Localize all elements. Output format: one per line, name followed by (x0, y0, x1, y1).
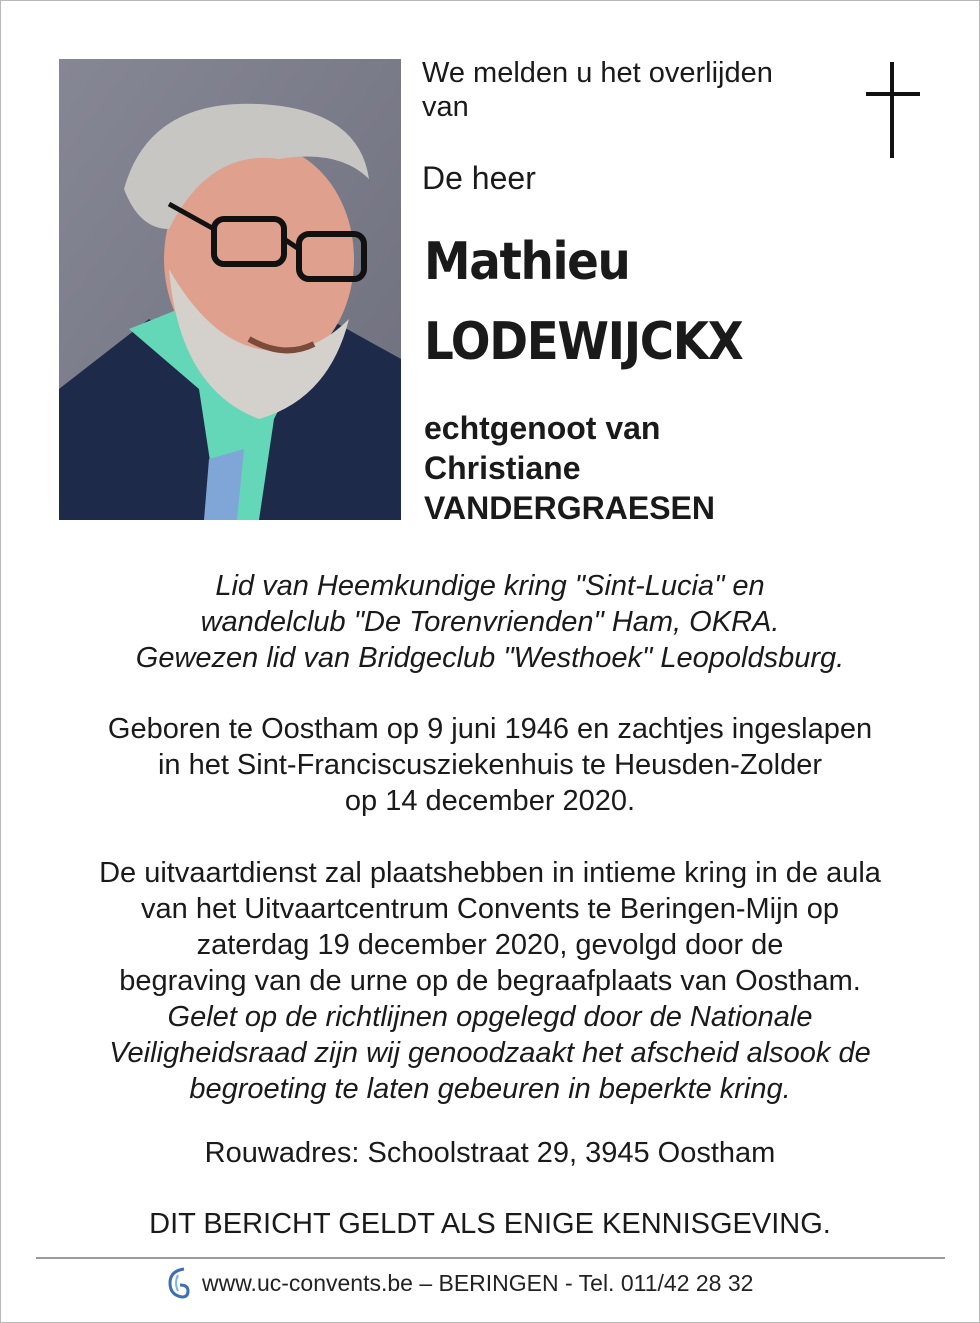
deceased-last-name: LODEWIJCKX (424, 312, 743, 372)
service-line: zaterdag 19 december 2020, gevolgd door de (196, 929, 784, 961)
cross-icon (860, 62, 926, 162)
birth-paragraph (30, 711, 950, 819)
footer (166, 1265, 753, 1301)
spouse-line: Christiane (424, 450, 581, 486)
convents-logo-icon (166, 1265, 190, 1301)
service-paragraph (30, 855, 950, 1107)
notice-text: DIT BERICHT GELDT ALS ENIGE KENNISGEVING. (149, 1208, 831, 1240)
birth-line: op 14 december 2020. (344, 785, 636, 817)
service-line: begraving van de urne op de begraafplaats van Oostham. (119, 965, 861, 997)
divider (36, 1257, 945, 1259)
spouse-block (424, 408, 715, 528)
title-text: De heer (422, 160, 536, 196)
spouse-line: VANDERGRAESEN (424, 490, 715, 526)
mourning-address: Rouwadres: Schoolstraat 29, 3945 Oostham (204, 1137, 776, 1169)
covid-note-line: begroeting te laten gebeuren in beperkte kring. (189, 1073, 791, 1105)
covid-note-line: Gelet op de richtlijnen opgelegd door de Nationale (167, 1001, 813, 1033)
birth-line: Geboren te Oostham op 9 juni 1946 en zachtjes ingeslapen (107, 713, 873, 745)
memberships-paragraph (30, 568, 950, 676)
service-line: van het Uitvaartcentrum Convents te Beringen-Mijn op (141, 893, 839, 925)
membership-line: Lid van Heemkundige kring "Sint-Lucia" en (215, 570, 765, 602)
intro-text: We melden u het overlijden van (422, 57, 773, 123)
covid-note-line: Veiligheidsraad zijn wij genoodzaakt het afscheid alsook de (109, 1037, 871, 1069)
membership-line: Gewezen lid van Bridgeclub "Westhoek" Leopoldsburg. (135, 642, 845, 674)
service-line: De uitvaartdienst zal plaatshebben in intieme kring in de aula (99, 857, 881, 889)
deceased-first-name: Mathieu (424, 232, 630, 292)
footer-contact: www.uc-convents.be – BERINGEN - Tel. 011/42 28 32 (202, 1269, 754, 1296)
membership-line: wandelclub "De Torenvrienden" Ham, OKRA. (200, 606, 780, 638)
spouse-line: echtgenoot van (424, 410, 661, 446)
portrait-photo (59, 59, 401, 520)
birth-line: in het Sint-Franciscusziekenhuis te Heusden-Zolder (157, 749, 823, 781)
